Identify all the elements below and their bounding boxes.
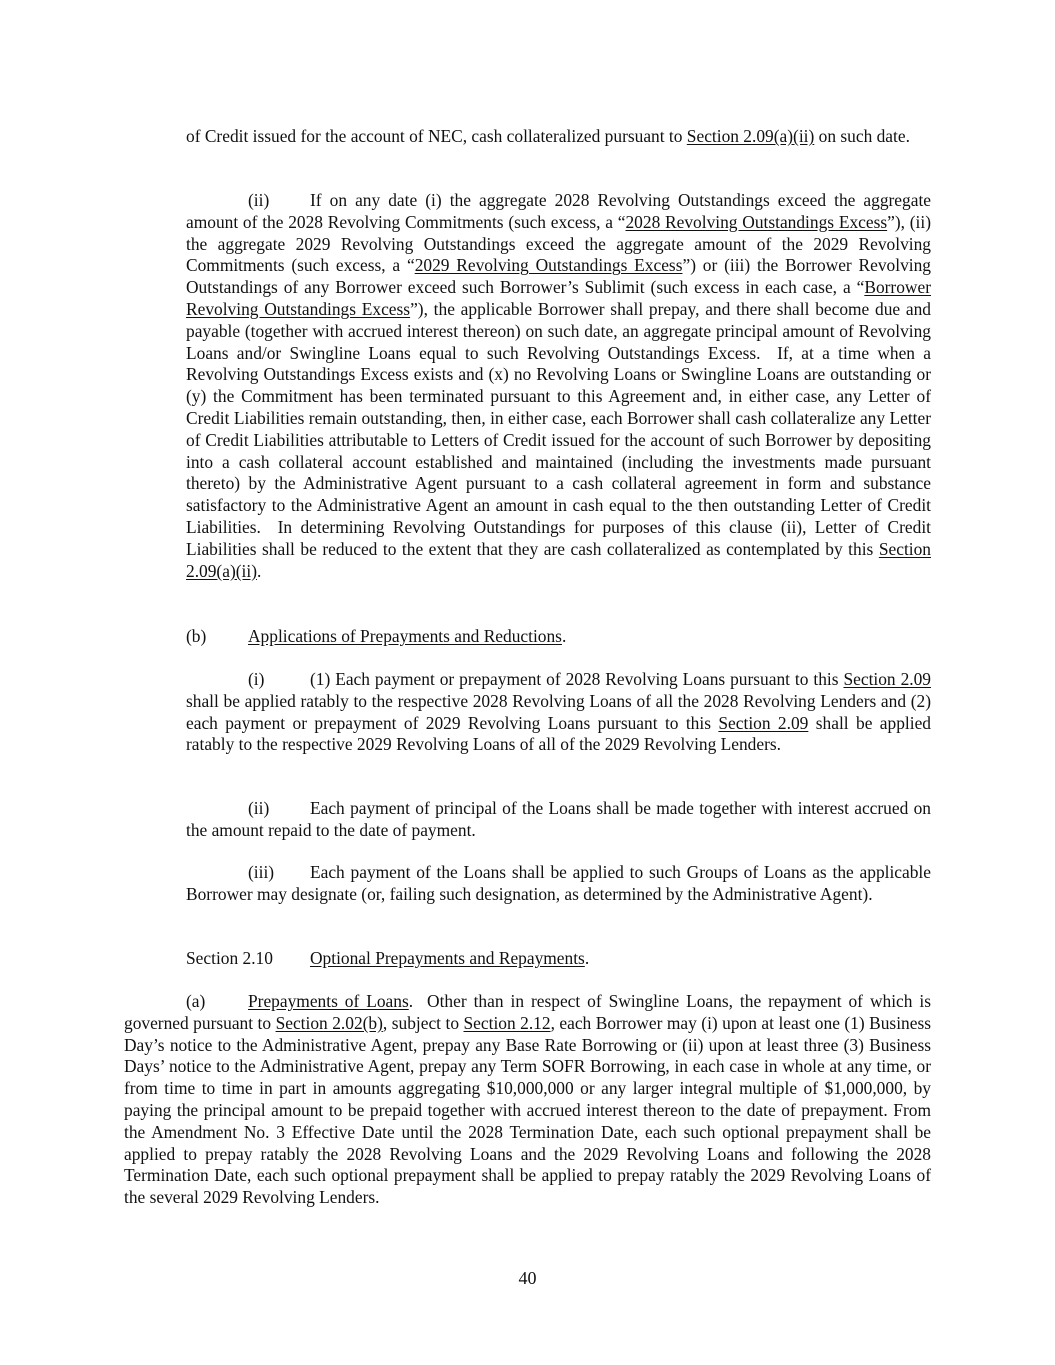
paragraph-2-10-a xyxy=(124,991,931,1209)
text: Each payment of the Loans shall be applied to such Groups of Loans as the applicable Borrower may designate (or, failing such designation, as determined by the Administrative Agent). xyxy=(186,862,931,904)
text: ”), the applicable Borrower shall prepay, and there shall become due and payable (together with accrued interest thereon) on such date, an aggregate principal amount of Revolving Loans and/or Swingline Loans equal to such Revolving Outstandings Excess. If, at a time when a Revolving Outstandings Excess exists and (x) no Revolving Loans or Swingline Loans are outstanding or (y) the Commitment has been terminated pursuant to this Agreement and, in either case, any Letter of Credit Liabilities remain outstanding, then, in either case, each Borrower shall cash collateralize any Letter of Credit Liabilities attributable to Letters of Credit issued for the account of such Borrower by depositing into a cash collateral account established and maintained (including the investments made pursuant thereto) by the Administrative Agent pursuant to a cash collateral agreement in form and substance satisfactory to the Administrative Agent an amount in cash equal to the then outstanding Letter of Credit Liabilities. In determining Revolving Outstandings for purposes of this clause (ii), Letter of Credit Liabilities shall be reduced to the extent that they are cash collateralized as contemplated by this xyxy=(186,298,932,559)
section-reference: Section 2.09(a)(ii) xyxy=(186,538,931,581)
clause-number: (a) xyxy=(186,991,206,1011)
clause-number: (iii) xyxy=(248,862,275,882)
section-reference: Section 2.09 xyxy=(718,712,809,733)
paragraph-b xyxy=(186,626,931,648)
text: , subject to xyxy=(382,1012,464,1033)
text: of Credit issued for the account of NEC, cash collateralized pursuant to xyxy=(186,126,687,146)
defined-term: 2028 Revolving Outstandings Excess xyxy=(625,211,888,232)
paragraph-continuation xyxy=(186,126,931,148)
text: . xyxy=(561,626,567,646)
clause-heading: Prepayments of Loans xyxy=(248,991,409,1011)
text: Each payment of principal of the Loans shall be made together with interest accrued on the amount repaid to the date of payment. xyxy=(186,798,931,840)
text: . xyxy=(256,560,262,581)
text: shall be applied ratably to the respective 2028 Revolving Loans of all the 2028 Revolving Lenders and (2) each payment or prepayment of 2029 Revolving Loans pursuant to this xyxy=(186,690,931,733)
text: shall be applied ratably to the respective 2029 Revolving Loans of all of the 2029 Revolving Lenders. xyxy=(186,712,931,755)
text: on such date. xyxy=(814,126,910,146)
text: , each Borrower may (i) upon at least one (1) Business Day’s notice to the Administrative Agent, prepay any Base Rate Borrowing or (ii) upon at least three (3) Business Days’ notice to the Administrative Agent, prepay any Term SOFR Borrowing, in each case in whole at any time, or from time to time in part in amounts aggregating $10,000,000 or any larger integral multiple of $1,000,000, by paying the principal amount to be prepaid together with accrued interest thereon to the date of prepayment. From the Amendment No. 3 Effective Date until the 2028 Termination Date, each such optional prepayment shall be applied to prepay ratably the 2028 Revolving Loans and the 2029 Revolving Loans and following the 2028 Termination Date, each such optional prepayment shall be applied to prepay ratably the 2029 Revolving Loans of the several 2029 Revolving Lenders. xyxy=(124,1012,931,1208)
paragraph-b-i xyxy=(186,669,931,756)
text: . Other than in respect of Swingline Loans, the repayment of which is governed pursuant to xyxy=(124,991,932,1033)
section-reference: Section 2.12 xyxy=(463,1012,551,1033)
clause-number: (b) xyxy=(186,626,207,646)
clause-number: (ii) xyxy=(248,190,270,210)
paragraph-b-iii xyxy=(186,862,931,906)
text: . xyxy=(584,948,590,968)
text: (1) Each payment or prepayment of 2028 Revolving Loans pursuant to this xyxy=(310,669,844,689)
clause-number: (ii) xyxy=(248,798,270,818)
paragraph-a-ii xyxy=(186,190,931,582)
defined-term: Borrower Revolving Outstandings Excess xyxy=(186,277,931,319)
section-reference: Section 2.02(b) xyxy=(275,1012,383,1033)
section-2-10-heading xyxy=(186,948,931,970)
text: If on any date (i) the aggregate 2028 Revolving Outstandings exceed the aggregate amount of the 2028 Revolving Commitments (such excess, a “ xyxy=(186,190,931,232)
defined-term: 2029 Revolving Outstandings Excess xyxy=(414,255,683,276)
section-reference: Section 2.09 xyxy=(843,669,931,689)
clause-heading: Applications of Prepayments and Reductions xyxy=(248,626,562,646)
clause-number: (i) xyxy=(248,669,265,689)
text: ”) or (iii) the Borrower Revolving Outstandings of any Borrower exceed such Borrower’s Sublimit (such excess in each case, a “ xyxy=(186,255,931,298)
section-reference: Section 2.09(a)(ii) xyxy=(686,126,815,146)
section-heading: Optional Prepayments and Repayments xyxy=(310,948,585,968)
page-number: 40 xyxy=(518,1268,537,1288)
text: ”), (ii) the aggregate 2029 Revolving Outstandings exceed the aggregate amount of the 2029 Revolving Commitments (such excess, a “ xyxy=(186,211,932,276)
section-label: Section 2.10 xyxy=(186,948,273,968)
paragraph-b-ii xyxy=(186,798,931,842)
